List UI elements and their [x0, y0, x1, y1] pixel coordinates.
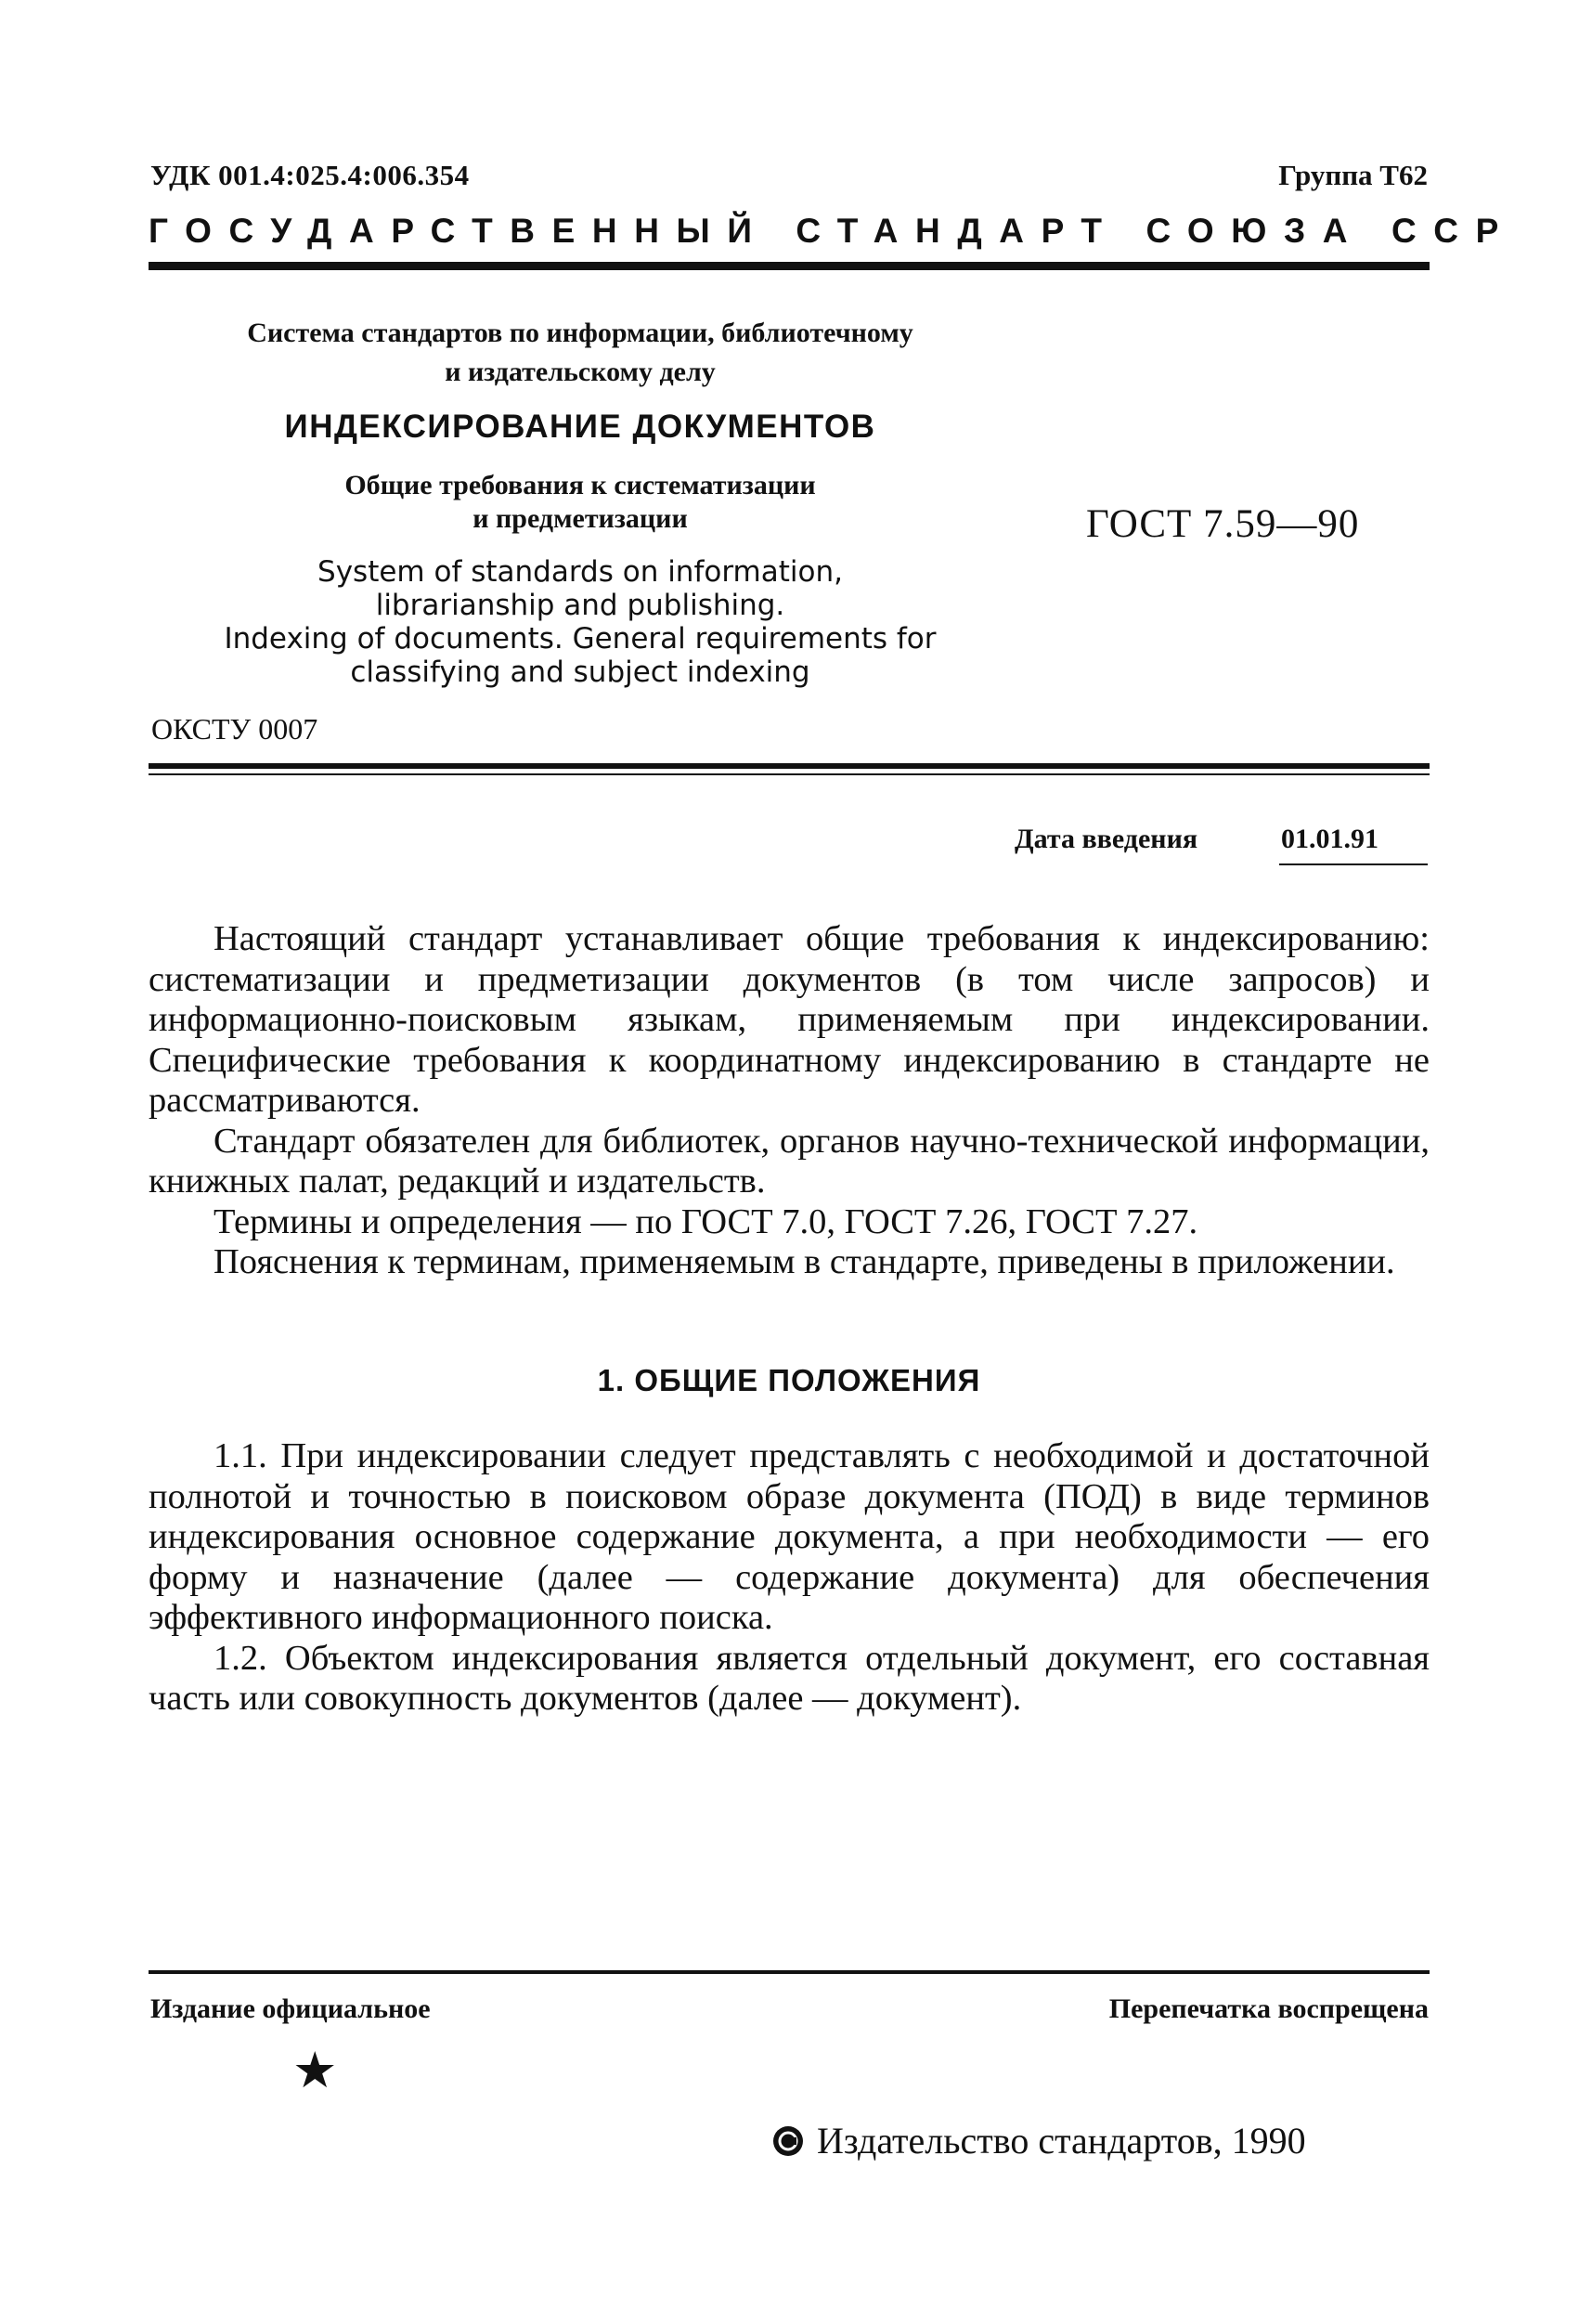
introduction-date-label: Дата введения [1015, 824, 1198, 854]
gost-number: ГОСТ 7.59—90 [1086, 502, 1360, 546]
system-line-1: Система стандартов по информации, библиотечному [247, 318, 913, 348]
oksty-code: ОКСТУ 0007 [151, 712, 318, 746]
clause-1-1: 1.1. При индексировании следует представлять с необходимой и достаточной полнотой и точностью в поисковом образе документа (ПОД) в виде терминов индексирования основное содержание документа, а при необходимости — его форму и назначение (далее — содержание документа) для обеспечения эффективного информационного поиска. [149, 1436, 1430, 1637]
introduction-date-value: 01.01.91 [1281, 824, 1378, 854]
intro-paragraph-notes: Пояснения к терминам, применяемым в стандарте, приведены в приложении. [214, 1242, 1395, 1281]
english-line-3: Indexing of documents. General requirements for [224, 622, 937, 656]
english-title [149, 555, 1012, 689]
intro-paragraph-mandatory: Стандарт обязателен для библиотек, органов научно-технической информации, книжных палат, редакций и издательств. [149, 1121, 1430, 1201]
reprint-notice: Перепечатка воспрещена [1108, 1993, 1429, 2024]
section-1-text [149, 1436, 1430, 1720]
official-edition-label: Издание официальное [150, 1993, 431, 2024]
document-title: ИНДЕКСИРОВАНИЕ ДОКУМЕНТОВ [284, 409, 876, 445]
subtitle-line-1: Общие требования к систематизации [344, 470, 816, 500]
star-icon: ★ [292, 2041, 338, 2099]
group-code: Группа Т62 [1278, 159, 1428, 191]
title-block-rule [149, 763, 1430, 769]
publisher-name: Издательство стандартов, 1990 [817, 2120, 1306, 2162]
system-line-2: и издательскому делу [445, 357, 716, 387]
intro-paragraph-terms: Термины и определения — по ГОСТ 7.0, ГОСТ 7.26, ГОСТ 7.27. [214, 1201, 1198, 1241]
clause-1-2: 1.2. Объектом индексирования является отдельный документ, его составная часть или совокупность документов (далее — документ). [149, 1638, 1430, 1718]
english-line-4: classifying and subject indexing [350, 656, 810, 689]
section-heading: 1. ОБЩИЕ ПОЛОЖЕНИЯ [597, 1363, 981, 1397]
title-block-rule-thin [149, 773, 1430, 775]
subtitle-line-2: и предметизации [472, 503, 688, 534]
english-line-1: System of standards on information, [317, 555, 843, 589]
udk-code: УДК 001.4:025.4:006.354 [150, 159, 470, 191]
footer-rule [149, 1970, 1430, 1974]
header-rule [149, 262, 1430, 270]
english-line-2: librarianship and publishing. [375, 589, 785, 622]
introduction-text [149, 919, 1430, 1283]
date-underline [1279, 863, 1428, 865]
intro-paragraph-scope: Настоящий стандарт устанавливает общие требования к индексированию: систематизации и предметизации документов (в том числе запросов) и информационно-поисковым языкам, применяемым при индексировании. Специфические требования к координатному индексированию в стандарте не рассматриваются. [149, 919, 1430, 1120]
copyright-icon [772, 2125, 804, 2157]
publisher-line [772, 2119, 1306, 2162]
state-standard-title: ГОСУДАРСТВЕННЫЙ СТАНДАРТ СОЮЗА ССР [149, 212, 1516, 250]
standards-system [149, 314, 1012, 392]
document-subtitle [149, 469, 1012, 536]
